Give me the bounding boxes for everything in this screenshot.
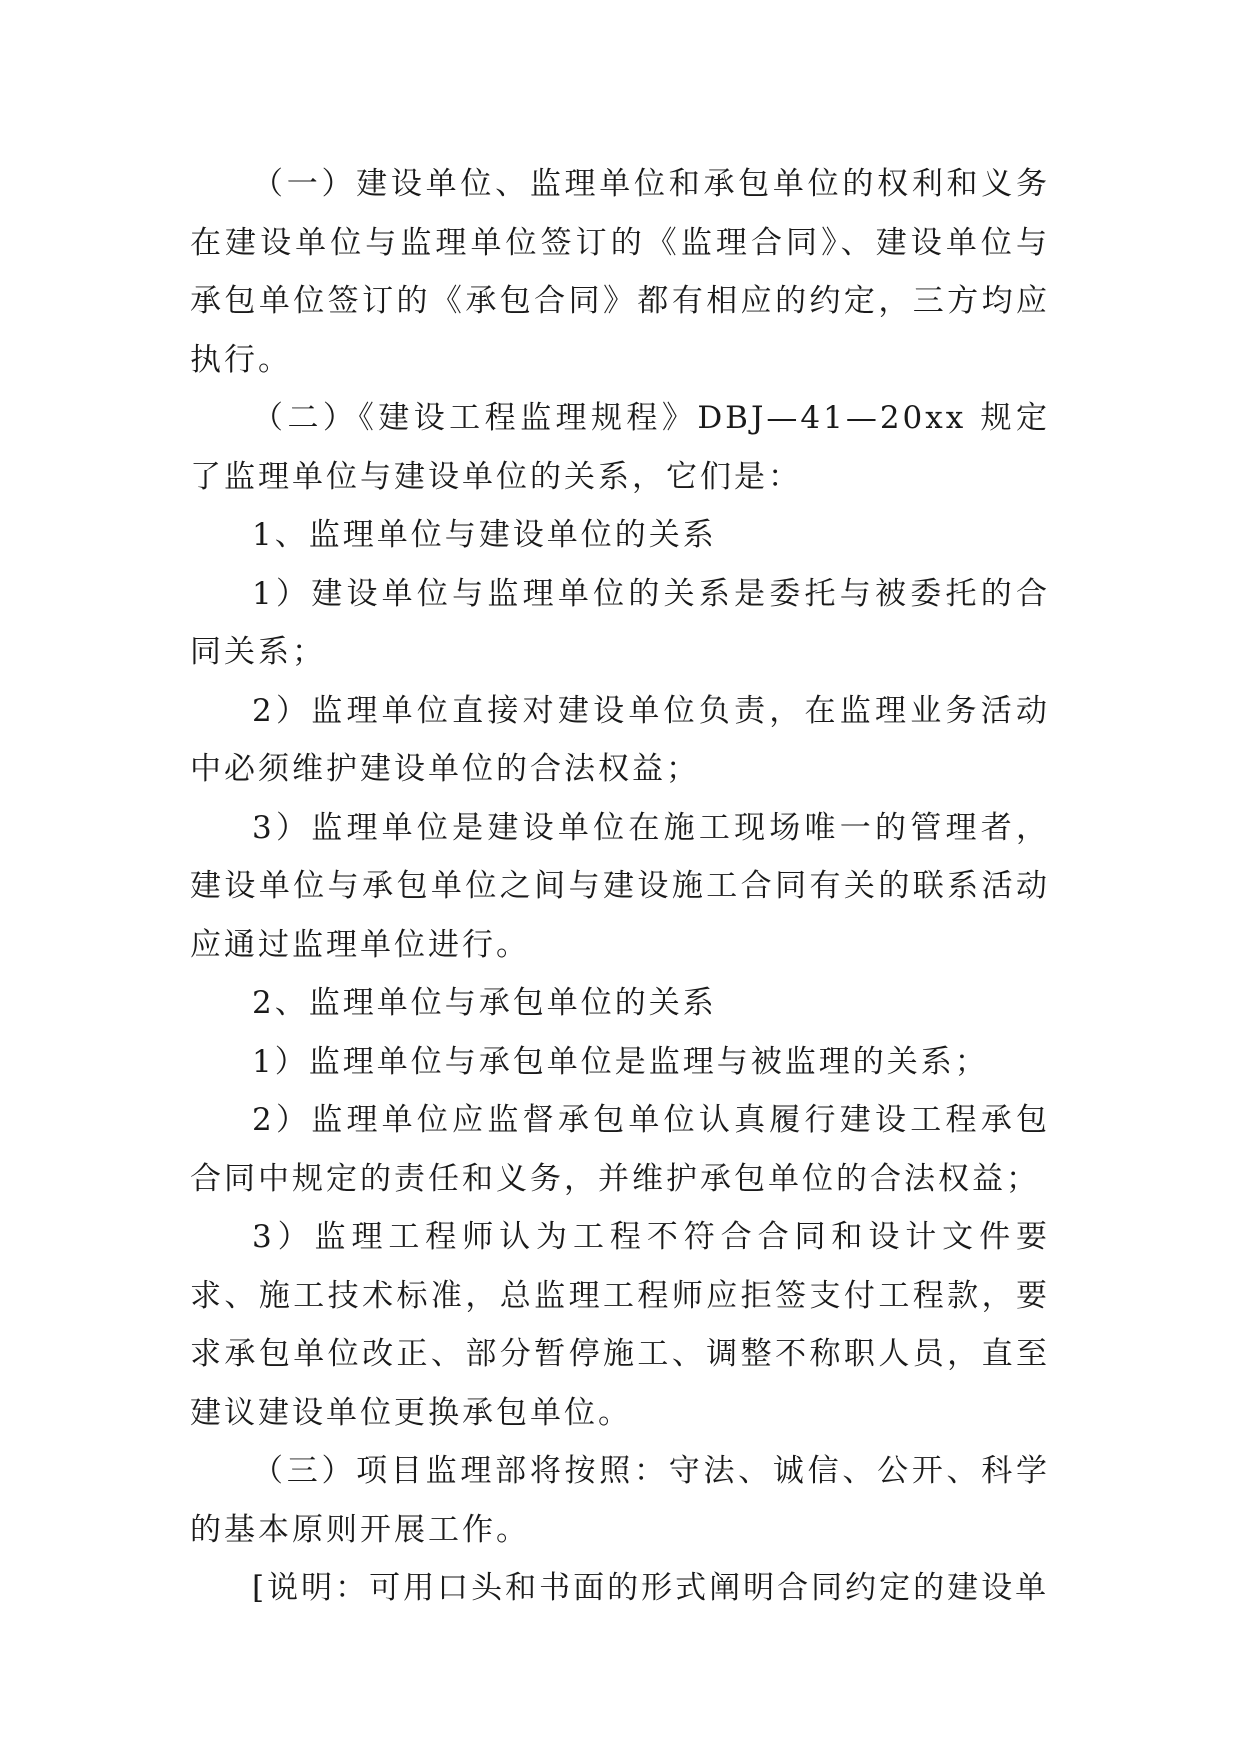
paragraph-note: [说明：可用口头和书面的形式阐明合同约定的建设单 — [252, 1570, 1050, 1606]
list-item-owner-3: 3）监理单位是建设单位在施工现场唯一的管理者，建设单位与承包单位之间与建设施工合同有关的联系活动应通过监理单位进行。 — [190, 809, 1050, 963]
paragraph-rights-obligations: （一）建设单位、监理单位和承包单位的权利和义务在建设单位与监理单位签订的《监理合同》、建设单位与承包单位签订的《承包合同》都有相应的约定，三方均应执行。 — [190, 166, 1050, 378]
list-item-contractor-3: 3）监理工程师认为工程不符合合同和设计文件要求、施工技术标准，总监理工程师应拒签支付工程款，要求承包单位改正、部分暂停施工、调整不称职人员，直至建议建设单位更换承包单位。 — [190, 1219, 1050, 1431]
list-item-contractor-1: 1）监理单位与承包单位是监理与被监理的关系； — [252, 1043, 989, 1080]
paragraph-principles: （三）项目监理部将按照：守法、诚信、公开、科学的基本原则开展工作。 — [190, 1453, 1050, 1548]
heading-supervisor-owner-relation: 1、监理单位与建设单位的关系 — [252, 517, 717, 553]
paragraph-supervision-code: （二）《建设工程监理规程》DBJ—41—20xx 规定了监理单位与建设单位的关系，它们是： — [190, 400, 1050, 495]
list-item-owner-2: 2）监理单位直接对建设单位负责，在监理业务活动中必须维护建设单位的合法权益； — [190, 692, 1050, 787]
list-item-contractor-2: 2）监理单位应监督承包单位认真履行建设工程承包合同中规定的责任和义务，并维护承包单位的合法权益； — [190, 1102, 1050, 1197]
heading-supervisor-contractor-relation: 2、监理单位与承包单位的关系 — [252, 985, 717, 1021]
document-body — [190, 155, 1050, 1618]
list-item-owner-1: 1）建设单位与监理单位的关系是委托与被委托的合同关系； — [190, 575, 1050, 670]
